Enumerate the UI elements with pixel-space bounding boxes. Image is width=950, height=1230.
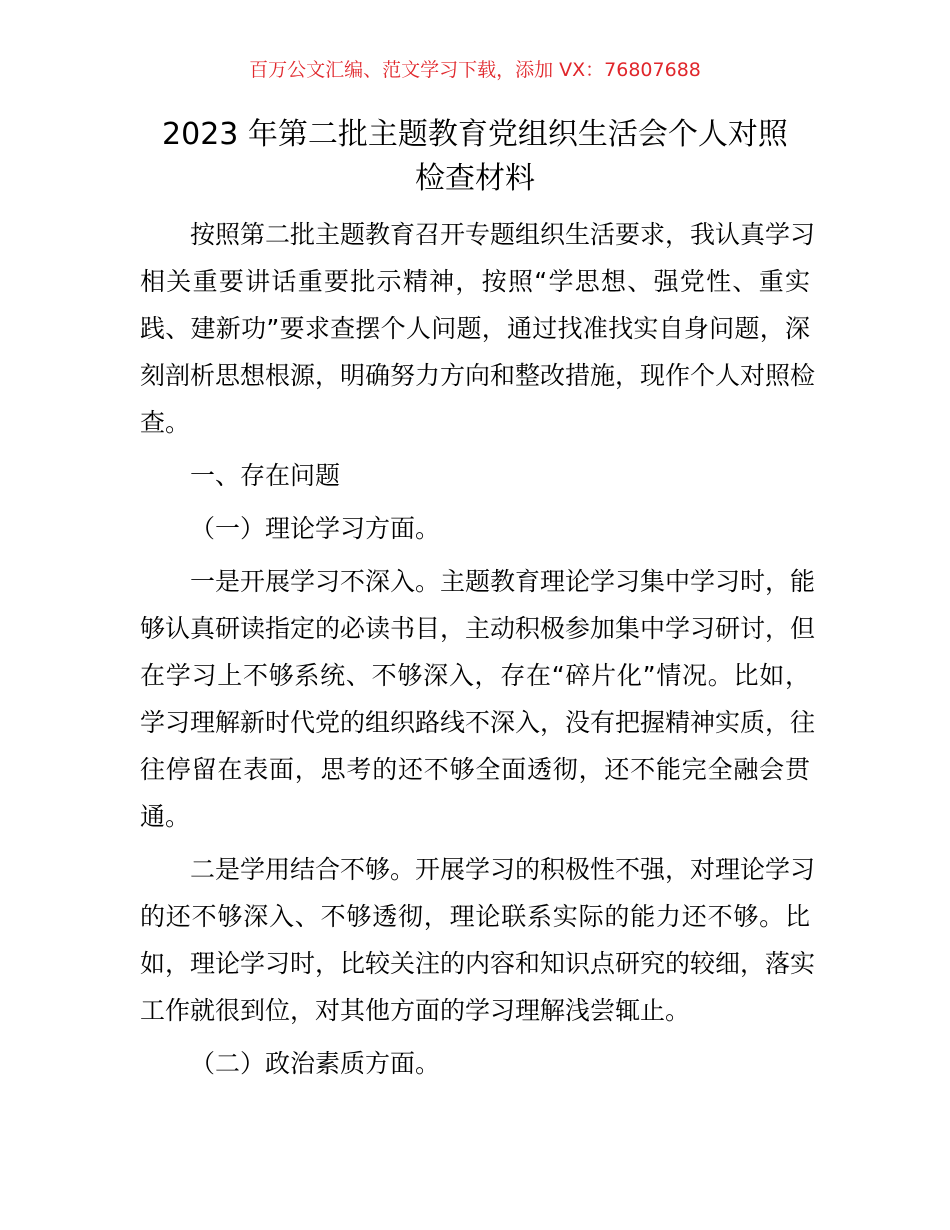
paragraph-line: 践、建新功”要求查摆个人问题，通过找准找实自身问题，深 xyxy=(140,314,810,343)
paragraph-line: 按照第二批主题教育召开专题组织生活要求，我认真学习 xyxy=(190,220,816,249)
paragraph-line: 在学习上不够系统、不够深入，存在“碎片化”情况。比如， xyxy=(140,661,810,690)
paragraph xyxy=(140,452,810,499)
paragraph-line: 的还不够深入、不够透彻，理论联系实际的能力还不够。比 xyxy=(140,902,810,931)
paragraph-line: 刻剖析思想根源，明确努力方向和整改措施，现作个人对照检 xyxy=(140,361,816,390)
title-line: 2023 年第二批主题教育党组织生活会个人对照 xyxy=(162,117,788,152)
paragraph-line: （二）政治素质方面。 xyxy=(190,1049,441,1078)
watermark-header: 百万公文汇编、范文学习下载，添加 VX：76807688 xyxy=(249,59,701,81)
title-line: 检查材料 xyxy=(415,161,535,196)
paragraph xyxy=(140,211,816,446)
paragraph-line: 一是开展学习不深入。主题教育理论学习集中学习时，能 xyxy=(190,567,816,596)
document-body xyxy=(140,211,816,1093)
paragraph-line: 一、存在问题 xyxy=(190,461,341,490)
paragraph-line: 够认真研读指定的必读书目，主动积极参加集中学习研讨，但 xyxy=(140,614,816,643)
paragraph-line: （一）理论学习方面。 xyxy=(190,514,441,543)
paragraph xyxy=(140,558,816,840)
paragraph xyxy=(140,846,816,1034)
paragraph-line: 如，理论学习时，比较关注的内容和知识点研究的较细，落实 xyxy=(140,949,816,978)
paragraph-line: 通。 xyxy=(140,802,191,831)
paragraph-line: 往停留在表面，思考的还不够全面透彻，还不能完全融会贯 xyxy=(140,755,810,784)
paragraph-line: 相关重要讲话重要批示精神，按照“学思想、强党性、重实 xyxy=(140,267,810,296)
paragraph-line: 查。 xyxy=(140,408,191,437)
paragraph xyxy=(140,1040,810,1087)
paragraph-line: 工作就很到位，对其他方面的学习理解浅尝辄止。 xyxy=(140,996,691,1025)
paragraph xyxy=(140,505,810,552)
document-title xyxy=(120,113,830,201)
paragraph-line: 学习理解新时代党的组织路线不深入，没有把握精神实质，往 xyxy=(140,708,816,737)
paragraph-line: 二是学用结合不够。开展学习的积极性不强，对理论学习 xyxy=(190,855,816,884)
